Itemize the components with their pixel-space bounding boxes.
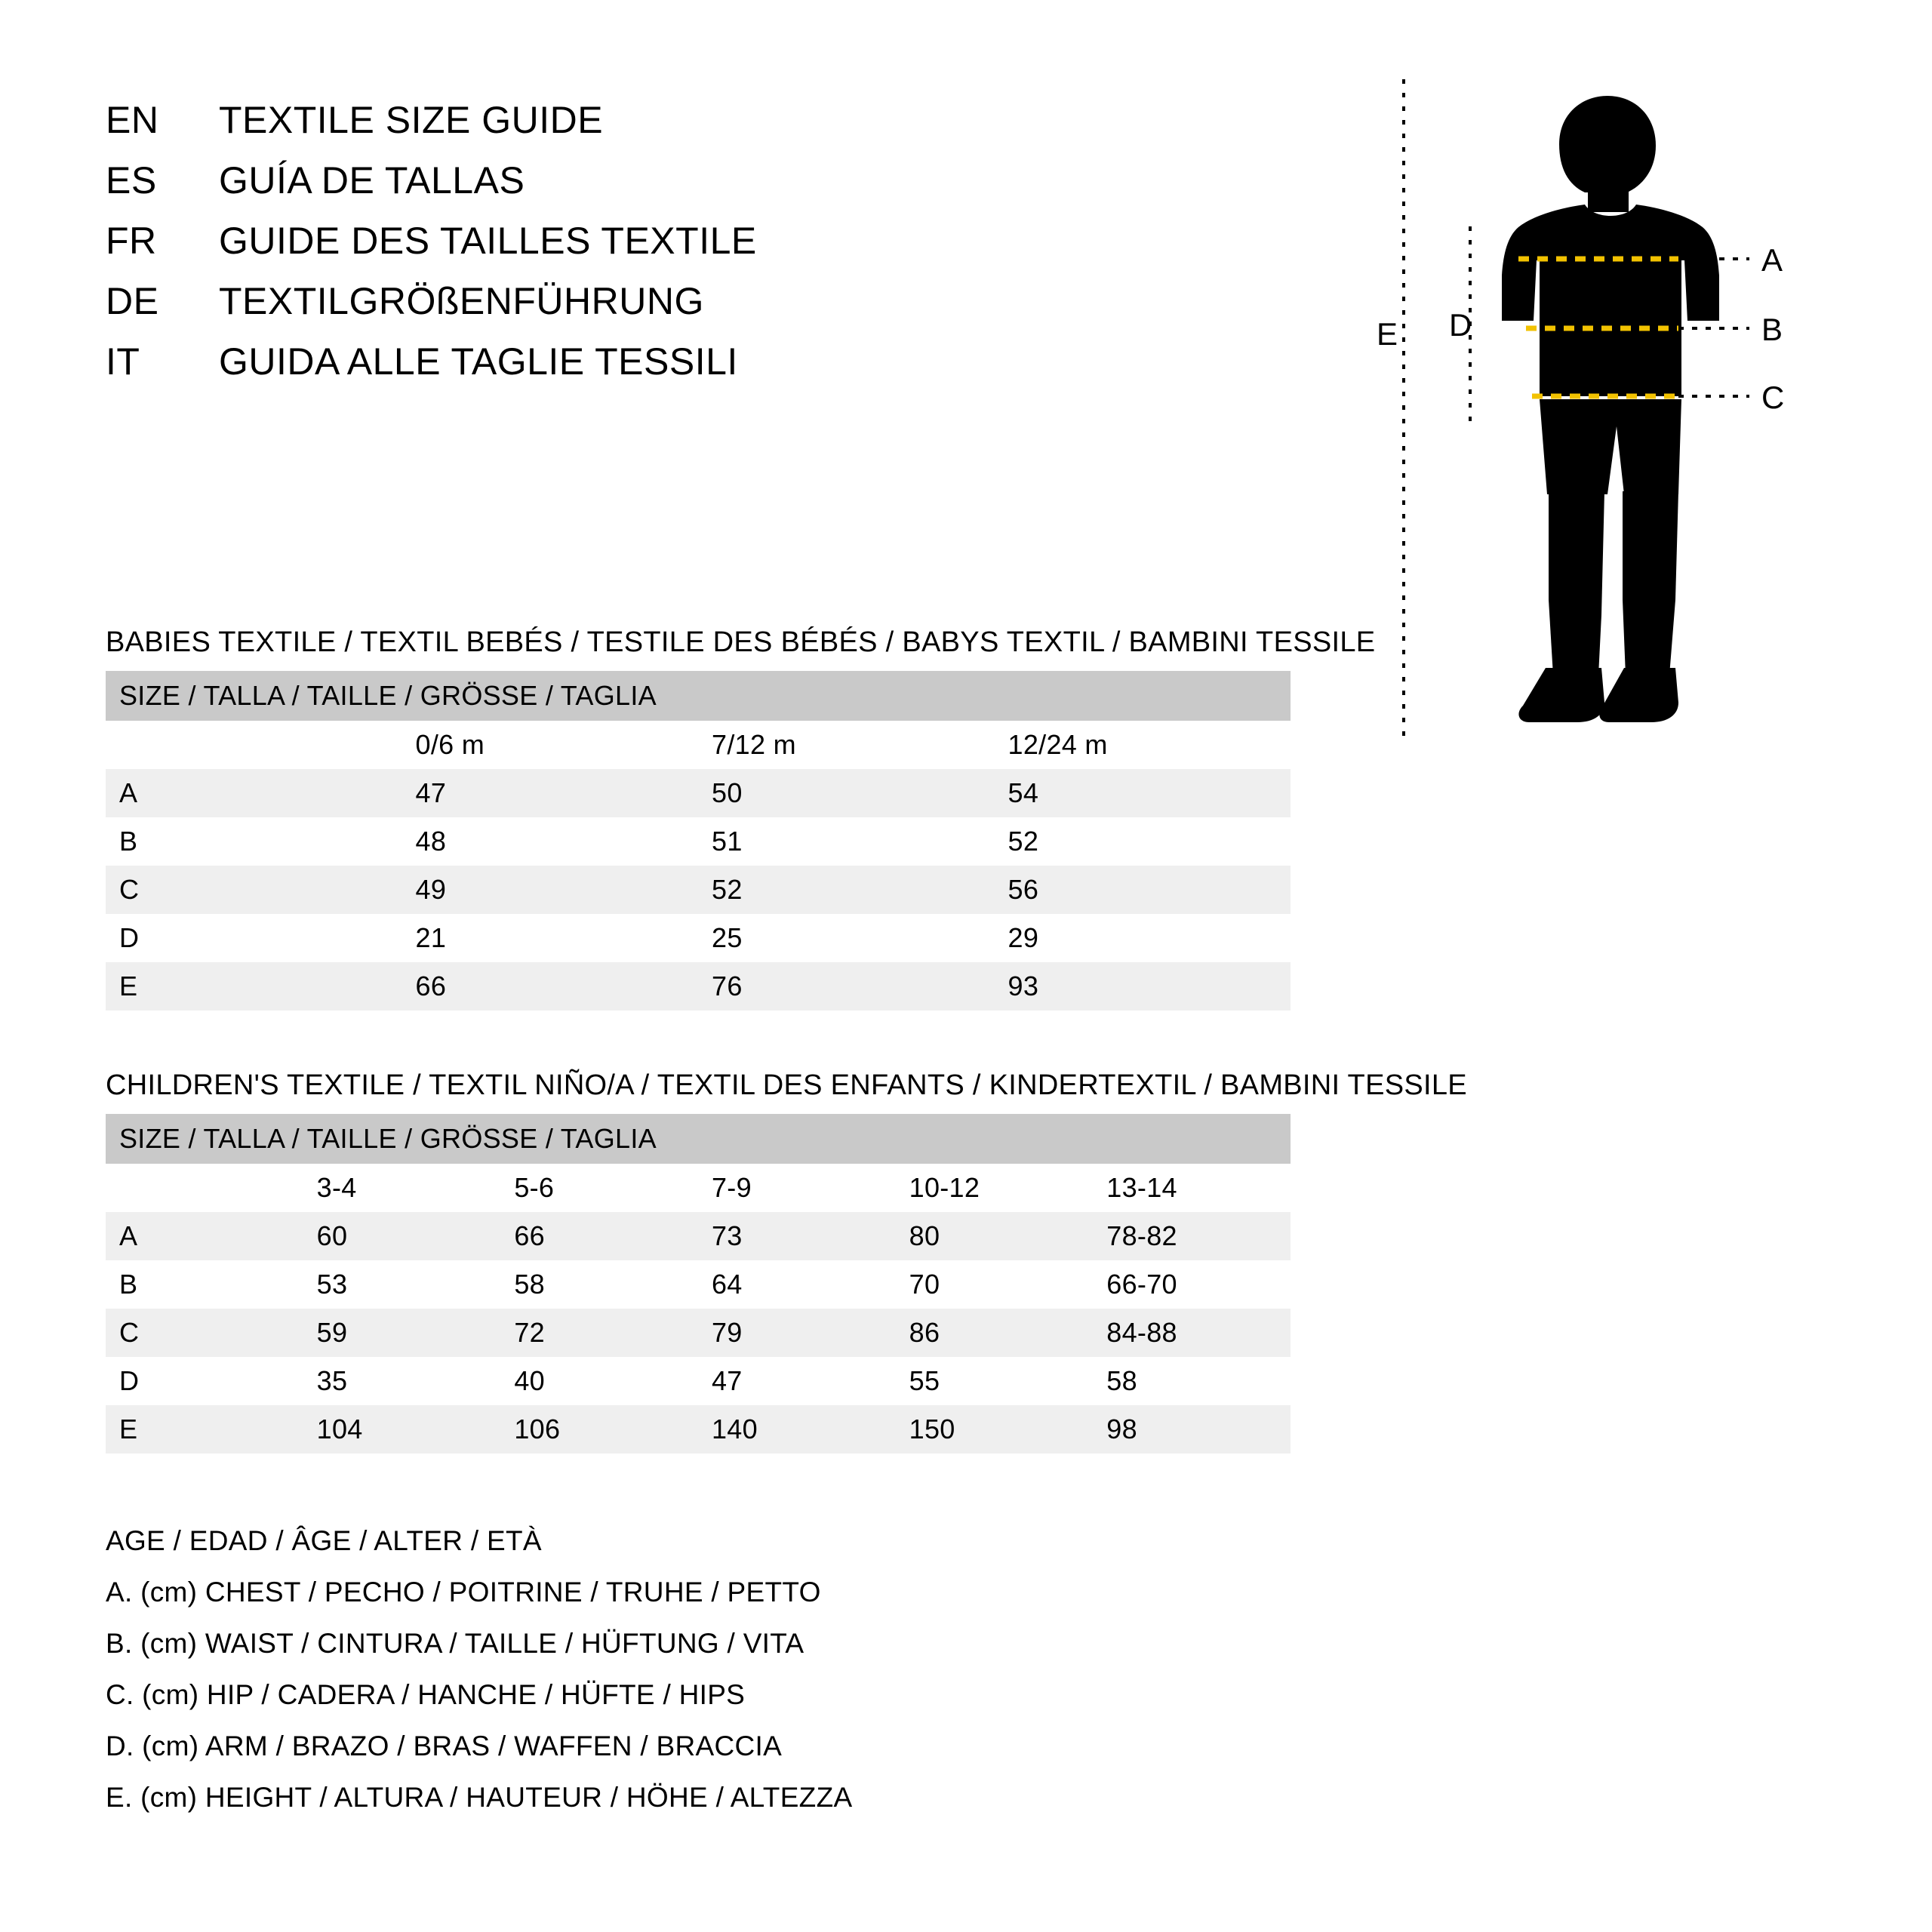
- babies-b-1: 51: [698, 817, 995, 866]
- children-b-1: 58: [500, 1260, 698, 1309]
- table-row: [106, 1405, 1291, 1454]
- legend-line-age: AGE / EDAD / ÂGE / ALTER / ETÀ: [106, 1525, 542, 1556]
- babies-size-header-row: [106, 671, 1291, 721]
- title-lang-de: DE: [106, 280, 159, 322]
- table-row: [106, 962, 1291, 1011]
- table-row: [106, 1260, 1291, 1309]
- children-d-1: 40: [500, 1357, 698, 1405]
- children-e-0: 104: [303, 1405, 501, 1454]
- children-section-title: CHILDREN'S TEXTILE / TEXTIL NIÑO/A / TEXTIL DES ENFANTS / KINDERTEXTIL / BAMBINI TESSILE: [106, 1069, 1467, 1101]
- legend-line-hip: C. (cm) HIP / CADERA / HANCHE / HÜFTE / HIPS: [106, 1679, 746, 1710]
- legend-section: [106, 1525, 1826, 1814]
- legend-line-chest: A. (cm) CHEST / PECHO / POITRINE / TRUHE / PETTO: [106, 1577, 821, 1607]
- babies-e-1: 76: [698, 962, 995, 1011]
- babies-col-1: 7/12 m: [698, 721, 995, 769]
- babies-e-0: 66: [402, 962, 699, 1011]
- table-row: [106, 1309, 1291, 1357]
- children-col-2: 7-9: [698, 1164, 896, 1212]
- children-a-1: 66: [500, 1212, 698, 1260]
- babies-a-0: 47: [402, 769, 699, 817]
- babies-b-0: 48: [402, 817, 699, 866]
- babies-row-label-a: A: [106, 769, 402, 817]
- legend-line-arm: D. (cm) ARM / BRAZO / BRAS / WAFFEN / BRACCIA: [106, 1730, 783, 1761]
- title-text-en: TEXTILE SIZE GUIDE: [219, 99, 604, 141]
- title-lang-en: EN: [106, 99, 159, 141]
- children-b-2: 64: [698, 1260, 896, 1309]
- legend-line-height: E. (cm) HEIGHT / ALTURA / HAUTEUR / HÖHE / ALTEZZA: [106, 1782, 853, 1813]
- title-lang-fr: FR: [106, 220, 157, 262]
- children-b-3: 70: [896, 1260, 1094, 1309]
- babies-section-title: BABIES TEXTILE / TEXTIL BEBÉS / TESTILE DES BÉBÉS / BABYS TEXTIL / BAMBINI TESSILE: [106, 626, 1376, 658]
- title-text-es: GUÍA DE TALLAS: [219, 159, 525, 202]
- babies-row-label-e: E: [106, 962, 402, 1011]
- table-row: [106, 1357, 1291, 1405]
- children-e-2: 140: [698, 1405, 896, 1454]
- child-silhouette: [1502, 96, 1719, 722]
- children-b-4: 66-70: [1093, 1260, 1291, 1309]
- children-d-0: 35: [303, 1357, 501, 1405]
- children-row-label-b: B: [106, 1260, 303, 1309]
- table-row: [106, 866, 1291, 914]
- children-a-4: 78-82: [1093, 1212, 1291, 1260]
- children-col-0: 3-4: [303, 1164, 501, 1212]
- babies-column-header-row: [106, 721, 1291, 769]
- babies-e-2: 93: [995, 962, 1291, 1011]
- babies-b-2: 52: [995, 817, 1291, 866]
- children-col-3: 10-12: [896, 1164, 1094, 1212]
- children-row-label-a: A: [106, 1212, 303, 1260]
- children-column-header-row: [106, 1164, 1291, 1212]
- children-a-3: 80: [896, 1212, 1094, 1260]
- table-row: [106, 1212, 1291, 1260]
- children-size-header: SIZE / TALLA / TAILLE / GRÖSSE / TAGLIA: [106, 1114, 1291, 1164]
- figure-label-e: E: [1377, 316, 1398, 352]
- babies-row-label-c: C: [106, 866, 402, 914]
- table-row: [106, 914, 1291, 962]
- table-row: [106, 769, 1291, 817]
- children-e-3: 150: [896, 1405, 1094, 1454]
- children-size-table: [106, 1114, 1291, 1454]
- figure-label-c: C: [1761, 380, 1785, 415]
- babies-d-2: 29: [995, 914, 1291, 962]
- children-c-1: 72: [500, 1309, 698, 1357]
- children-e-1: 106: [500, 1405, 698, 1454]
- title-text-de: TEXTILGRÖßENFÜHRUNG: [219, 280, 704, 322]
- children-c-4: 84-88: [1093, 1309, 1291, 1357]
- children-col-4: 13-14: [1093, 1164, 1291, 1212]
- babies-c-1: 52: [698, 866, 995, 914]
- children-d-4: 58: [1093, 1357, 1291, 1405]
- children-row-label-e: E: [106, 1405, 303, 1454]
- children-e-4: 98: [1093, 1405, 1291, 1454]
- babies-col-0: 0/6 m: [402, 721, 699, 769]
- babies-d-1: 25: [698, 914, 995, 962]
- babies-col-2: 12/24 m: [995, 721, 1291, 769]
- babies-row-label-b: B: [106, 817, 402, 866]
- children-c-3: 86: [896, 1309, 1094, 1357]
- figure-label-d: D: [1449, 307, 1472, 343]
- figure-label-b: B: [1761, 312, 1783, 347]
- babies-size-header: SIZE / TALLA / TAILLE / GRÖSSE / TAGLIA: [106, 671, 1291, 721]
- children-d-3: 55: [896, 1357, 1094, 1405]
- children-a-2: 73: [698, 1212, 896, 1260]
- children-size-header-row: [106, 1114, 1291, 1164]
- title-lang-es: ES: [106, 159, 157, 202]
- children-row-label-d: D: [106, 1357, 303, 1405]
- babies-size-table: [106, 671, 1291, 1011]
- children-section: [106, 1069, 1826, 1454]
- title-lang-it: IT: [106, 340, 140, 383]
- children-c-0: 59: [303, 1309, 501, 1357]
- children-a-0: 60: [303, 1212, 501, 1260]
- babies-c-0: 49: [402, 866, 699, 914]
- children-c-2: 79: [698, 1309, 896, 1357]
- figure-label-a: A: [1761, 242, 1783, 278]
- babies-a-1: 50: [698, 769, 995, 817]
- title-text-it: GUIDA ALLE TAGLIE TESSILI: [219, 340, 738, 383]
- babies-row-label-d: D: [106, 914, 402, 962]
- children-b-0: 53: [303, 1260, 501, 1309]
- legend-line-waist: B. (cm) WAIST / CINTURA / TAILLE / HÜFTUNG / VITA: [106, 1628, 804, 1659]
- babies-d-0: 21: [402, 914, 699, 962]
- babies-corner-cell: [106, 721, 402, 769]
- children-corner-cell: [106, 1164, 303, 1212]
- babies-c-2: 56: [995, 866, 1291, 914]
- babies-a-2: 54: [995, 769, 1291, 817]
- children-row-label-c: C: [106, 1309, 303, 1357]
- title-text-fr: GUIDE DES TAILLES TEXTILE: [219, 220, 757, 262]
- children-col-1: 5-6: [500, 1164, 698, 1212]
- table-row: [106, 817, 1291, 866]
- measurement-figure: [1358, 72, 1841, 751]
- children-d-2: 47: [698, 1357, 896, 1405]
